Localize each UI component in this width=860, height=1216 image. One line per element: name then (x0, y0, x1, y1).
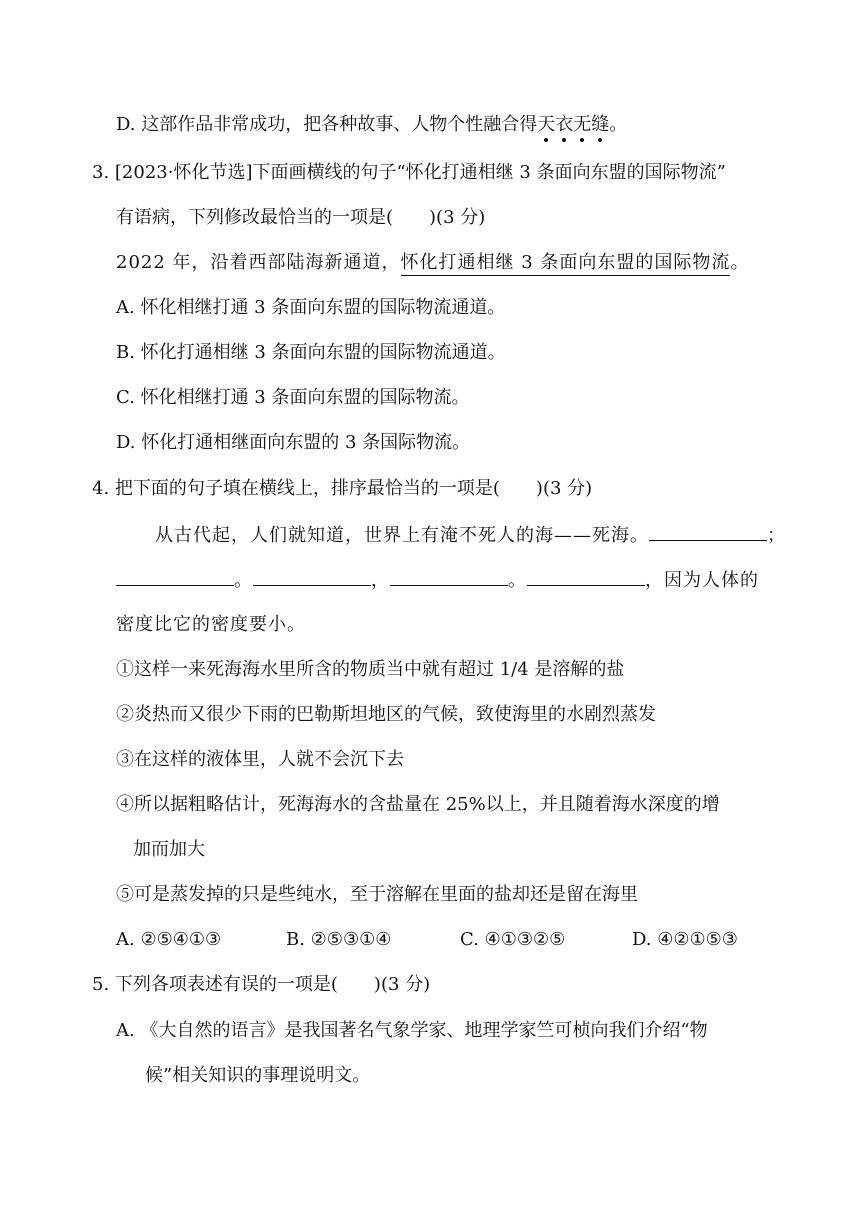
emphasis-char: 衣 (555, 114, 574, 135)
q5-stem: 5. 下列各项表述有误的一项是( )(3 分) (92, 974, 431, 995)
q3-option-d: D. 怀化打通相继面向东盟的 3 条国际物流。 (116, 432, 471, 453)
q3-passage-pre: 2022 年，沿着西部陆海新通道， (116, 252, 401, 273)
q4-option-d: D. ④②①⑤③ (632, 929, 738, 950)
fill-blank[interactable] (390, 571, 508, 586)
q5-option-a-line1: A. 《大自然的语言》是我国著名气象学家、地理学家竺可桢向我们介绍“物 (116, 1020, 708, 1041)
fill-blank[interactable] (253, 571, 371, 586)
q4-passage-line2 (116, 571, 759, 590)
q4-option-c: C. ④①③②⑤ (460, 929, 566, 950)
emphasis-char: 天 (537, 114, 556, 135)
q4-option-a: A. ②⑤④①③ (116, 929, 222, 950)
q3-passage-end: 。 (730, 252, 750, 273)
q4-option-b: B. ②⑤③①④ (286, 929, 392, 950)
q4-sentence-1: ①这样一来死海海水里所含的物质当中就有超过 1/4 是溶解的盐 (116, 659, 625, 680)
q3-option-b: B. 怀化打通相继 3 条面向东盟的国际物流通道。 (116, 342, 506, 363)
q3-passage (116, 254, 749, 272)
q4-passage-text: 从古代起，人们就知道，世界上有淹不死人的海——死海。 (155, 525, 649, 546)
q2-option-d (116, 116, 627, 134)
q4-passage-punct: ； (767, 525, 786, 546)
q2-option-d-end: 。 (609, 114, 628, 135)
q3-stem-line1: 3. [2023·怀化节选]下面画横线的句子“怀化打通相继 3 条面向东盟的国际物流” (92, 162, 726, 183)
q4-sentence-3: ③在这样的液体里，人就不会沉下去 (116, 749, 404, 770)
q4-passage-punct: ， (371, 570, 390, 591)
q4-sentence-5: ⑤可是蒸发掉的只是些纯水，至于溶解在里面的盐却还是留在海里 (116, 884, 638, 905)
q3-underlined-sentence: 怀化打通相继 3 条面向东盟的国际物流 (401, 252, 731, 276)
emphasis-char: 无 (573, 114, 592, 135)
q4-passage-punct: 。 (508, 570, 527, 591)
q5-option-a-line2: 候”相关知识的事理说明文。 (145, 1065, 371, 1086)
q4-sentence-4: ④所以据粗略估计，死海海水的含盐量在 25%以上，并且随着海水深度的增 (116, 794, 720, 815)
fill-blank[interactable] (527, 571, 645, 586)
fill-blank[interactable] (649, 526, 767, 541)
q4-passage-line2-end: ，因为人体的 (645, 570, 759, 591)
q3-option-c: C. 怀化相继打通 3 条面向东盟的国际物流。 (116, 387, 470, 408)
q4-sentence-4-cont: 加而加大 (133, 839, 205, 860)
emphasis-char: 缝 (591, 114, 610, 135)
q4-stem: 4. 把下面的句子填在横线上，排序最恰当的一项是( )(3 分) (92, 478, 593, 499)
q4-passage-line3: 密度比它的密度要小。 (116, 614, 306, 635)
fill-blank[interactable] (116, 571, 234, 586)
q3-option-a: A. 怀化相继打通 3 条面向东盟的国际物流通道。 (116, 297, 506, 318)
q4-passage-punct: 。 (234, 570, 253, 591)
q2-option-d-text: D. 这部作品非常成功，把各种故事、人物个性融合得 (116, 114, 538, 135)
q4-sentence-2: ②炎热而又很少下雨的巴勒斯坦地区的气候，致使海里的水剧烈蒸发 (116, 704, 656, 725)
q3-stem-line2: 有语病，下列修改最恰当的一项是( )(3 分) (116, 207, 486, 228)
q4-passage-line1 (155, 526, 786, 545)
